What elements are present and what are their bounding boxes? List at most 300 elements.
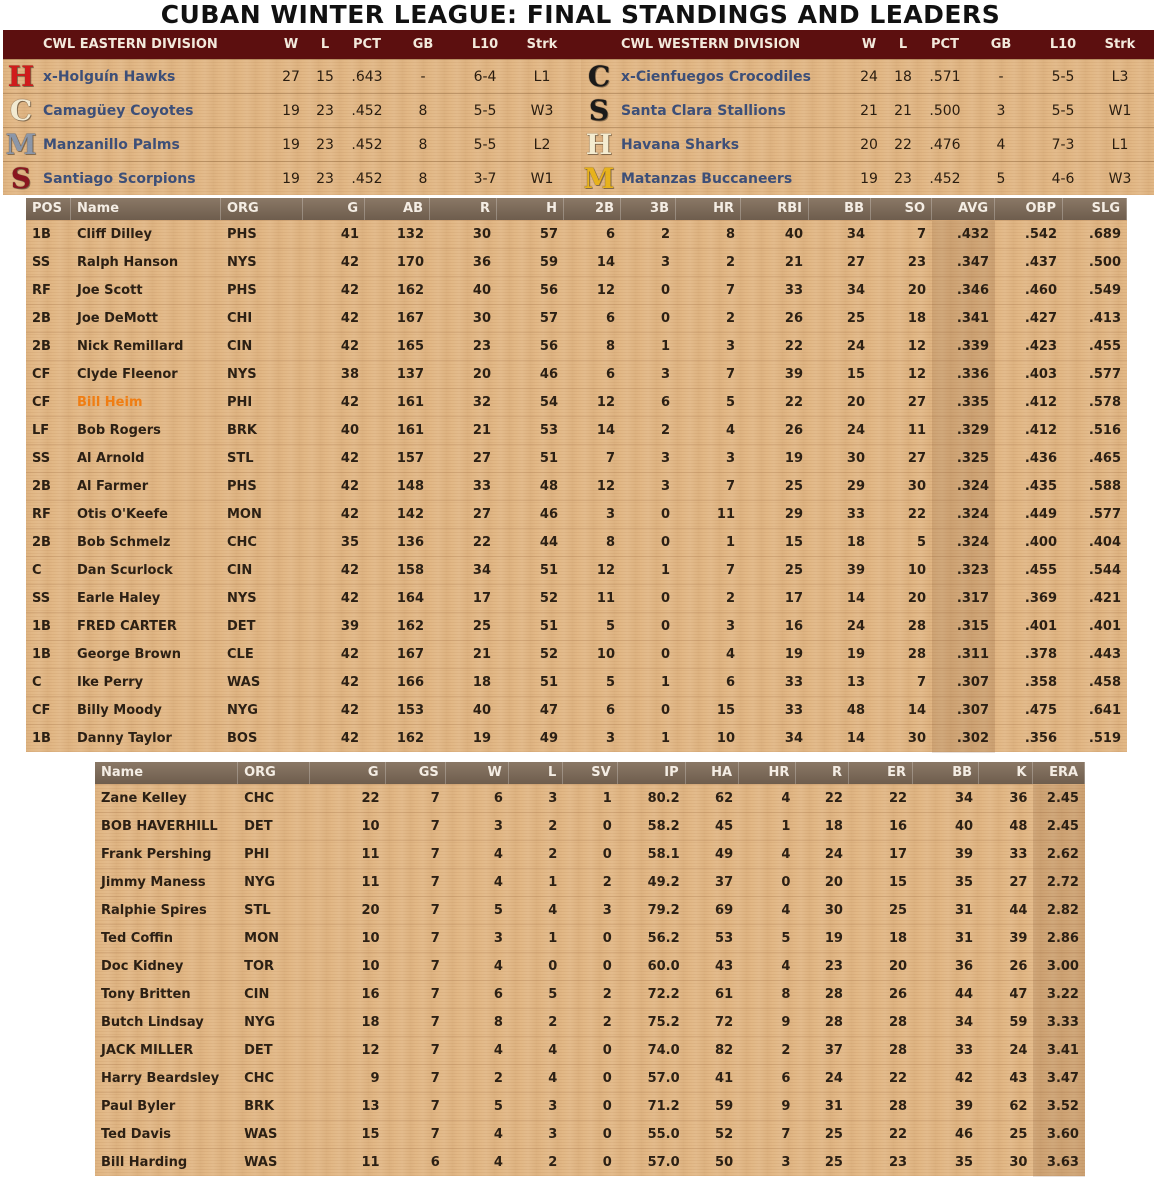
player-name[interactable]: Zane Kelley	[101, 790, 187, 806]
cell-sv: 2	[602, 1014, 612, 1030]
pitching-row[interactable]	[95, 784, 1085, 812]
team-l: 23	[316, 136, 334, 153]
cell-hr: 7	[725, 366, 735, 382]
cell-3b: 1	[660, 730, 670, 746]
column-header-ip[interactable]: IP	[618, 762, 686, 784]
team-logo	[3, 161, 39, 195]
cell-so: 27	[907, 394, 926, 410]
cell-slg: .577	[1088, 506, 1121, 522]
cell-org: DET	[244, 818, 273, 834]
cell-era: 2.86	[1033, 925, 1085, 953]
pitching-row[interactable]	[95, 924, 1085, 952]
cell-h: 48	[539, 478, 558, 494]
player-name[interactable]: Joe DeMott	[77, 310, 159, 326]
team-name-link[interactable]: x-Cienfuegos Crocodiles	[621, 68, 811, 85]
cell-bb: 14	[846, 590, 865, 606]
cell-ip: 57.0	[647, 1070, 680, 1086]
batting-row[interactable]	[26, 724, 1127, 752]
team-strk: L3	[1111, 68, 1129, 85]
cell-g: 42	[340, 394, 359, 410]
cell-r: 31	[824, 1098, 843, 1114]
cell-r: 18	[472, 674, 491, 690]
cell-so: 20	[907, 590, 926, 606]
pitching-row[interactable]	[95, 980, 1085, 1008]
cell-slg: .577	[1088, 366, 1121, 382]
player-name[interactable]: Doc Kidney	[101, 958, 184, 974]
player-name[interactable]: Bill Harding	[101, 1154, 188, 1170]
cell-avg: .302	[932, 725, 995, 753]
cell-hr: 7	[725, 562, 735, 578]
column-header-l[interactable]: L	[509, 762, 563, 784]
team-gb: -	[998, 68, 1004, 85]
team-logo	[581, 161, 617, 195]
cell-r: 19	[472, 730, 491, 746]
team-name-link[interactable]: Santiago Scorpions	[43, 170, 196, 187]
column-header-pos[interactable]: POS	[26, 198, 71, 220]
cell-l: 4	[548, 1042, 558, 1058]
cell-pos: CF	[32, 366, 51, 382]
batting-row[interactable]	[26, 332, 1127, 360]
player-name[interactable]: Ike Perry	[77, 674, 144, 690]
player-name[interactable]: Bill Heim	[77, 394, 143, 410]
batting-row[interactable]	[26, 360, 1127, 388]
cell-pos: C	[32, 562, 42, 578]
cell-k: 26	[1009, 958, 1028, 974]
player-name[interactable]: Cliff Dilley	[77, 226, 152, 242]
cell-g: 42	[340, 254, 359, 270]
standings-row[interactable]	[3, 127, 581, 161]
cell-3b: 2	[660, 226, 670, 242]
cell-l: 3	[548, 1126, 558, 1142]
column-header-r[interactable]: R	[796, 762, 849, 784]
cell-g: 20	[361, 902, 380, 918]
column-header-3b[interactable]: 3B	[621, 198, 676, 220]
cell-pos: LF	[32, 422, 50, 438]
cell-l: 1	[548, 930, 558, 946]
team-l: 23	[316, 170, 334, 187]
column-header-slg[interactable]: SLG	[1063, 198, 1127, 220]
cell-l: 3	[548, 1098, 558, 1114]
cell-ha: 43	[715, 958, 734, 974]
pitching-row[interactable]	[95, 868, 1085, 896]
cell-rbi: 33	[784, 282, 803, 298]
cell-hr: 3	[725, 618, 735, 634]
cell-r: 19	[824, 930, 843, 946]
cell-er: 28	[888, 1098, 908, 1114]
cell-k: 33	[1009, 846, 1028, 862]
column-header-strk: Strk	[1104, 37, 1136, 52]
cell-h: 56	[539, 282, 558, 298]
column-header-er[interactable]: ER	[849, 762, 913, 784]
cell-g: 42	[340, 590, 359, 606]
column-header-org[interactable]: ORG	[221, 198, 303, 220]
cell-org: CHI	[227, 310, 253, 326]
player-name[interactable]: Ralphie Spires	[101, 902, 207, 918]
cell-r: 24	[824, 1070, 843, 1086]
pitching-row[interactable]	[95, 1148, 1085, 1176]
cell-bb: 18	[846, 534, 865, 550]
player-name[interactable]: Earle Haley	[77, 590, 161, 606]
column-header-org[interactable]: ORG	[238, 762, 310, 784]
cell-slg: .401	[1088, 618, 1121, 634]
cell-bb: 34	[846, 282, 865, 298]
cell-h: 53	[539, 422, 558, 438]
cell-g: 42	[340, 730, 359, 746]
column-header-hr[interactable]: HR	[739, 762, 796, 784]
cell-er: 20	[888, 958, 908, 974]
player-name[interactable]: Al Arnold	[77, 450, 145, 466]
column-header-avg[interactable]: AVG	[932, 198, 995, 220]
team-name-link[interactable]: x-Holguín Hawks	[43, 68, 176, 85]
cell-3b: 0	[660, 618, 670, 634]
cell-obp: .427	[1024, 310, 1057, 326]
batting-row[interactable]	[26, 472, 1127, 500]
cell-l: 2	[548, 818, 558, 834]
cell-l: 1	[548, 874, 558, 890]
cell-g: 12	[361, 1042, 380, 1058]
column-header-rbi[interactable]: RBI	[741, 198, 809, 220]
pitching-row[interactable]	[95, 1064, 1085, 1092]
cell-w: 4	[493, 1154, 503, 1170]
player-name[interactable]: JACK MILLER	[101, 1042, 194, 1058]
cell-h: 49	[539, 730, 558, 746]
column-header-w: W	[861, 37, 877, 52]
standings-row[interactable]	[581, 93, 1154, 127]
cell-hr: 4	[725, 422, 735, 438]
team-name-link[interactable]: Manzanillo Palms	[43, 136, 180, 153]
cell-er: 17	[888, 846, 908, 862]
cell-l: 5	[548, 986, 558, 1002]
cell-slg: .421	[1088, 590, 1121, 606]
cell-rbi: 17	[784, 590, 803, 606]
cell-hr: 2	[725, 590, 735, 606]
column-header-bb[interactable]: BB	[913, 762, 979, 784]
player-name[interactable]: Harry Beardsley	[101, 1070, 220, 1086]
standings-row[interactable]	[3, 93, 581, 127]
column-header-w[interactable]: W	[446, 762, 509, 784]
player-name[interactable]: Jimmy Maness	[101, 874, 206, 890]
cell-obp: .460	[1024, 282, 1057, 298]
cell-ip: 56.2	[647, 930, 680, 946]
batting-row[interactable]	[26, 388, 1127, 416]
cell-h: 54	[539, 394, 558, 410]
cell-w: 6	[493, 790, 503, 806]
cell-gs: 7	[430, 846, 440, 862]
cell-2b: 12	[596, 282, 615, 298]
page-title: CUBAN WINTER LEAGUE: FINAL STANDINGS AND LEADERS	[160, 0, 1001, 29]
cell-k: 25	[1009, 1126, 1028, 1142]
cell-r: 20	[472, 366, 491, 382]
batting-row[interactable]	[26, 668, 1127, 696]
cell-era: 3.22	[1033, 981, 1085, 1009]
pitching-row[interactable]	[95, 1036, 1085, 1064]
pitching-row[interactable]	[95, 896, 1085, 924]
team-gb: 4	[996, 136, 1006, 153]
column-header-name[interactable]: Name	[95, 762, 238, 784]
team-gb: 3	[996, 102, 1006, 119]
cell-slg: .519	[1088, 730, 1121, 746]
cell-r: 30	[472, 310, 491, 326]
player-name[interactable]: Bob Schmelz	[77, 534, 171, 550]
standings-row[interactable]	[581, 161, 1154, 195]
team-w: 19	[282, 102, 300, 119]
team-gb: -	[420, 68, 426, 85]
pitching-row[interactable]	[95, 1092, 1085, 1120]
cell-er: 18	[888, 930, 908, 946]
team-name-link[interactable]: Camagüey Coyotes	[43, 102, 194, 119]
cell-org: CHC	[227, 534, 257, 550]
pitching-row[interactable]	[95, 952, 1085, 980]
cell-k: 36	[1009, 790, 1028, 806]
player-name[interactable]: Ralph Hanson	[77, 254, 179, 270]
standings-row[interactable]	[581, 127, 1154, 161]
division-name: CWL WESTERN DIVISION	[621, 37, 801, 52]
cell-k: 59	[1009, 1014, 1028, 1030]
standings-row[interactable]	[581, 59, 1154, 93]
cell-era: 2.62	[1033, 841, 1085, 869]
cell-pos: CF	[32, 702, 51, 718]
batting-row[interactable]	[26, 640, 1127, 668]
cell-r: 22	[824, 790, 843, 806]
cell-g: 38	[340, 366, 359, 382]
cell-sv: 0	[602, 1126, 612, 1142]
cell-l: 4	[548, 902, 558, 918]
cell-3b: 0	[660, 590, 670, 606]
cell-gs: 7	[430, 1014, 440, 1030]
cell-ha: 52	[715, 1126, 734, 1142]
cell-w: 8	[493, 1014, 503, 1030]
cell-3b: 3	[660, 450, 670, 466]
cell-rbi: 25	[784, 478, 803, 494]
team-pct: .452	[351, 170, 383, 187]
cell-era: 3.00	[1033, 953, 1085, 981]
cell-k: 30	[1009, 1154, 1028, 1170]
cell-bb: 36	[954, 958, 974, 974]
column-header-hr[interactable]: HR	[676, 198, 741, 220]
player-name[interactable]: Joe Scott	[77, 282, 143, 298]
cell-org: PHS	[227, 226, 257, 242]
player-name[interactable]: Frank Pershing	[101, 846, 212, 862]
eastern-division-standings	[3, 30, 581, 195]
team-l10: 6-4	[473, 68, 497, 85]
player-name[interactable]: Paul Byler	[101, 1098, 176, 1114]
cell-2b: 10	[596, 646, 615, 662]
cell-obp: .400	[1024, 534, 1057, 550]
cell-hr: 9	[781, 1014, 791, 1030]
team-name-link[interactable]: Havana Sharks	[621, 136, 740, 153]
player-name[interactable]: Danny Taylor	[77, 730, 172, 746]
cell-ip: 60.0	[647, 958, 680, 974]
cell-pos: 1B	[32, 226, 51, 242]
team-gb: 8	[418, 136, 428, 153]
player-name[interactable]: Billy Moody	[77, 702, 162, 718]
batting-row[interactable]	[26, 304, 1127, 332]
cell-sv: 0	[602, 818, 612, 834]
batting-row[interactable]	[26, 528, 1127, 556]
batting-row[interactable]	[26, 556, 1127, 584]
player-name[interactable]: Clyde Fleenor	[77, 366, 178, 382]
cell-avg: .339	[932, 333, 995, 361]
cell-hr: 4	[781, 846, 791, 862]
column-header-2b[interactable]: 2B	[564, 198, 621, 220]
cell-ha: 49	[715, 846, 734, 862]
batting-row[interactable]	[26, 416, 1127, 444]
cell-pos: RF	[32, 506, 51, 522]
batting-row[interactable]	[26, 612, 1127, 640]
cell-l: 2	[548, 1154, 558, 1170]
team-name-link[interactable]: Matanzas Buccaneers	[621, 170, 793, 187]
cell-r: 30	[472, 226, 491, 242]
player-name[interactable]: Tony Britten	[101, 986, 191, 1002]
player-name[interactable]: George Brown	[77, 646, 181, 662]
cell-org: PHS	[227, 282, 257, 298]
cell-2b: 11	[596, 590, 615, 606]
cell-w: 4	[493, 1126, 503, 1142]
cell-ha: 82	[715, 1042, 734, 1058]
column-header-era[interactable]: ERA	[1033, 762, 1085, 784]
cell-3b: 3	[660, 478, 670, 494]
cell-g: 10	[361, 818, 380, 834]
player-name[interactable]: Dan Scurlock	[77, 562, 173, 578]
cell-3b: 0	[660, 282, 670, 298]
cell-g: 10	[361, 958, 380, 974]
cell-bb: 15	[846, 366, 865, 382]
column-header-bb[interactable]: BB	[809, 198, 871, 220]
pitching-row[interactable]	[95, 1008, 1085, 1036]
cell-r: 23	[472, 338, 491, 354]
batting-row[interactable]	[26, 584, 1127, 612]
cell-bb: 35	[954, 1154, 974, 1170]
column-header-r[interactable]: R	[430, 198, 497, 220]
cell-obp: .423	[1024, 338, 1057, 354]
player-name[interactable]: Otis O'Keefe	[77, 506, 168, 522]
cell-slg: .549	[1088, 282, 1121, 298]
column-header-g[interactable]: G	[303, 198, 365, 220]
cell-ab: 167	[396, 646, 424, 662]
cell-org: MON	[244, 930, 280, 946]
batting-row[interactable]	[26, 248, 1127, 276]
team-logo	[581, 127, 617, 161]
cell-g: 42	[340, 646, 359, 662]
column-header-gs[interactable]: GS	[386, 762, 446, 784]
column-header-sv[interactable]: SV	[563, 762, 617, 784]
cell-2b: 12	[596, 562, 615, 578]
cell-2b: 12	[596, 478, 615, 494]
cell-ha: 69	[715, 902, 734, 918]
cell-so: 30	[907, 730, 926, 746]
batting-row[interactable]	[26, 444, 1127, 472]
player-name[interactable]: Bob Rogers	[77, 422, 161, 438]
team-w: 19	[282, 170, 300, 187]
cell-ip: 74.0	[647, 1042, 680, 1058]
batting-row[interactable]	[26, 220, 1127, 248]
player-name[interactable]: Al Farmer	[77, 478, 149, 494]
column-header-g[interactable]: G	[310, 762, 386, 784]
cell-bb: 31	[954, 930, 974, 946]
player-name[interactable]: Butch Lindsay	[101, 1014, 204, 1030]
team-logo	[581, 93, 617, 127]
team-logo-icon: H	[7, 59, 35, 93]
cell-pos: 1B	[32, 646, 51, 662]
cell-avg: .324	[932, 473, 995, 501]
cell-er: 22	[888, 790, 908, 806]
column-header-k[interactable]: K	[979, 762, 1033, 784]
team-gb: 8	[418, 102, 428, 119]
pitching-row[interactable]	[95, 840, 1085, 868]
cell-3b: 0	[660, 310, 670, 326]
cell-avg: .315	[932, 613, 995, 641]
cell-so: 7	[916, 674, 926, 690]
batting-row[interactable]	[26, 276, 1127, 304]
cell-3b: 3	[660, 366, 670, 382]
cell-r: 21	[472, 646, 491, 662]
cell-ab: 167	[396, 310, 424, 326]
standings-row[interactable]	[3, 161, 581, 195]
player-name[interactable]: Nick Remillard	[77, 338, 184, 354]
pitching-leaders-table	[95, 762, 1085, 1176]
player-name[interactable]: FRED CARTER	[77, 618, 177, 634]
column-header-h[interactable]: H	[497, 198, 564, 220]
column-header-l: L	[898, 37, 908, 52]
cell-org: PHI	[227, 394, 253, 410]
standings-row[interactable]	[3, 59, 581, 93]
cell-org: NYS	[227, 590, 257, 606]
column-header-name[interactable]: Name	[71, 198, 221, 220]
team-strk: W3	[530, 102, 554, 119]
pitching-row[interactable]	[95, 1120, 1085, 1148]
cell-hr: 3	[725, 338, 735, 354]
player-name[interactable]: BOB HAVERHILL	[101, 818, 218, 834]
cell-hr: 1	[725, 534, 735, 550]
cell-obp: .435	[1024, 478, 1057, 494]
cell-hr: 0	[781, 874, 791, 890]
team-strk: L1	[533, 68, 551, 85]
team-l: 22	[894, 136, 912, 153]
cell-pos: C	[32, 674, 42, 690]
batting-row[interactable]	[26, 500, 1127, 528]
cell-bb: 19	[846, 646, 865, 662]
cell-org: TOR	[244, 958, 275, 974]
team-pct: .452	[351, 102, 383, 119]
cell-ab: 148	[396, 478, 424, 494]
player-name[interactable]: Ted Coffin	[101, 930, 174, 946]
cell-ab: 166	[396, 674, 424, 690]
column-header-obp[interactable]: OBP	[995, 198, 1063, 220]
pitching-row[interactable]	[95, 812, 1085, 840]
column-header-so[interactable]: SO	[871, 198, 932, 220]
cell-pos: SS	[32, 254, 51, 270]
team-strk: W1	[530, 170, 554, 187]
column-header-ha[interactable]: HA	[686, 762, 739, 784]
cell-w: 3	[493, 930, 503, 946]
cell-obp: .378	[1024, 646, 1057, 662]
cell-bb: 25	[846, 310, 865, 326]
cell-3b: 2	[660, 422, 670, 438]
cell-gs: 7	[430, 1042, 440, 1058]
cell-k: 24	[1009, 1042, 1028, 1058]
cell-org: WAS	[227, 674, 261, 690]
player-name[interactable]: Ted Davis	[101, 1126, 172, 1142]
cell-rbi: 19	[784, 450, 803, 466]
team-name-link[interactable]: Santa Clara Stallions	[621, 102, 786, 119]
column-header-ab[interactable]: AB	[365, 198, 430, 220]
cell-w: 4	[493, 1042, 503, 1058]
cell-slg: .413	[1088, 310, 1121, 326]
cell-2b: 3	[605, 730, 615, 746]
cell-so: 20	[907, 282, 926, 298]
batting-row[interactable]	[26, 696, 1127, 724]
cell-k: 48	[1009, 818, 1028, 834]
